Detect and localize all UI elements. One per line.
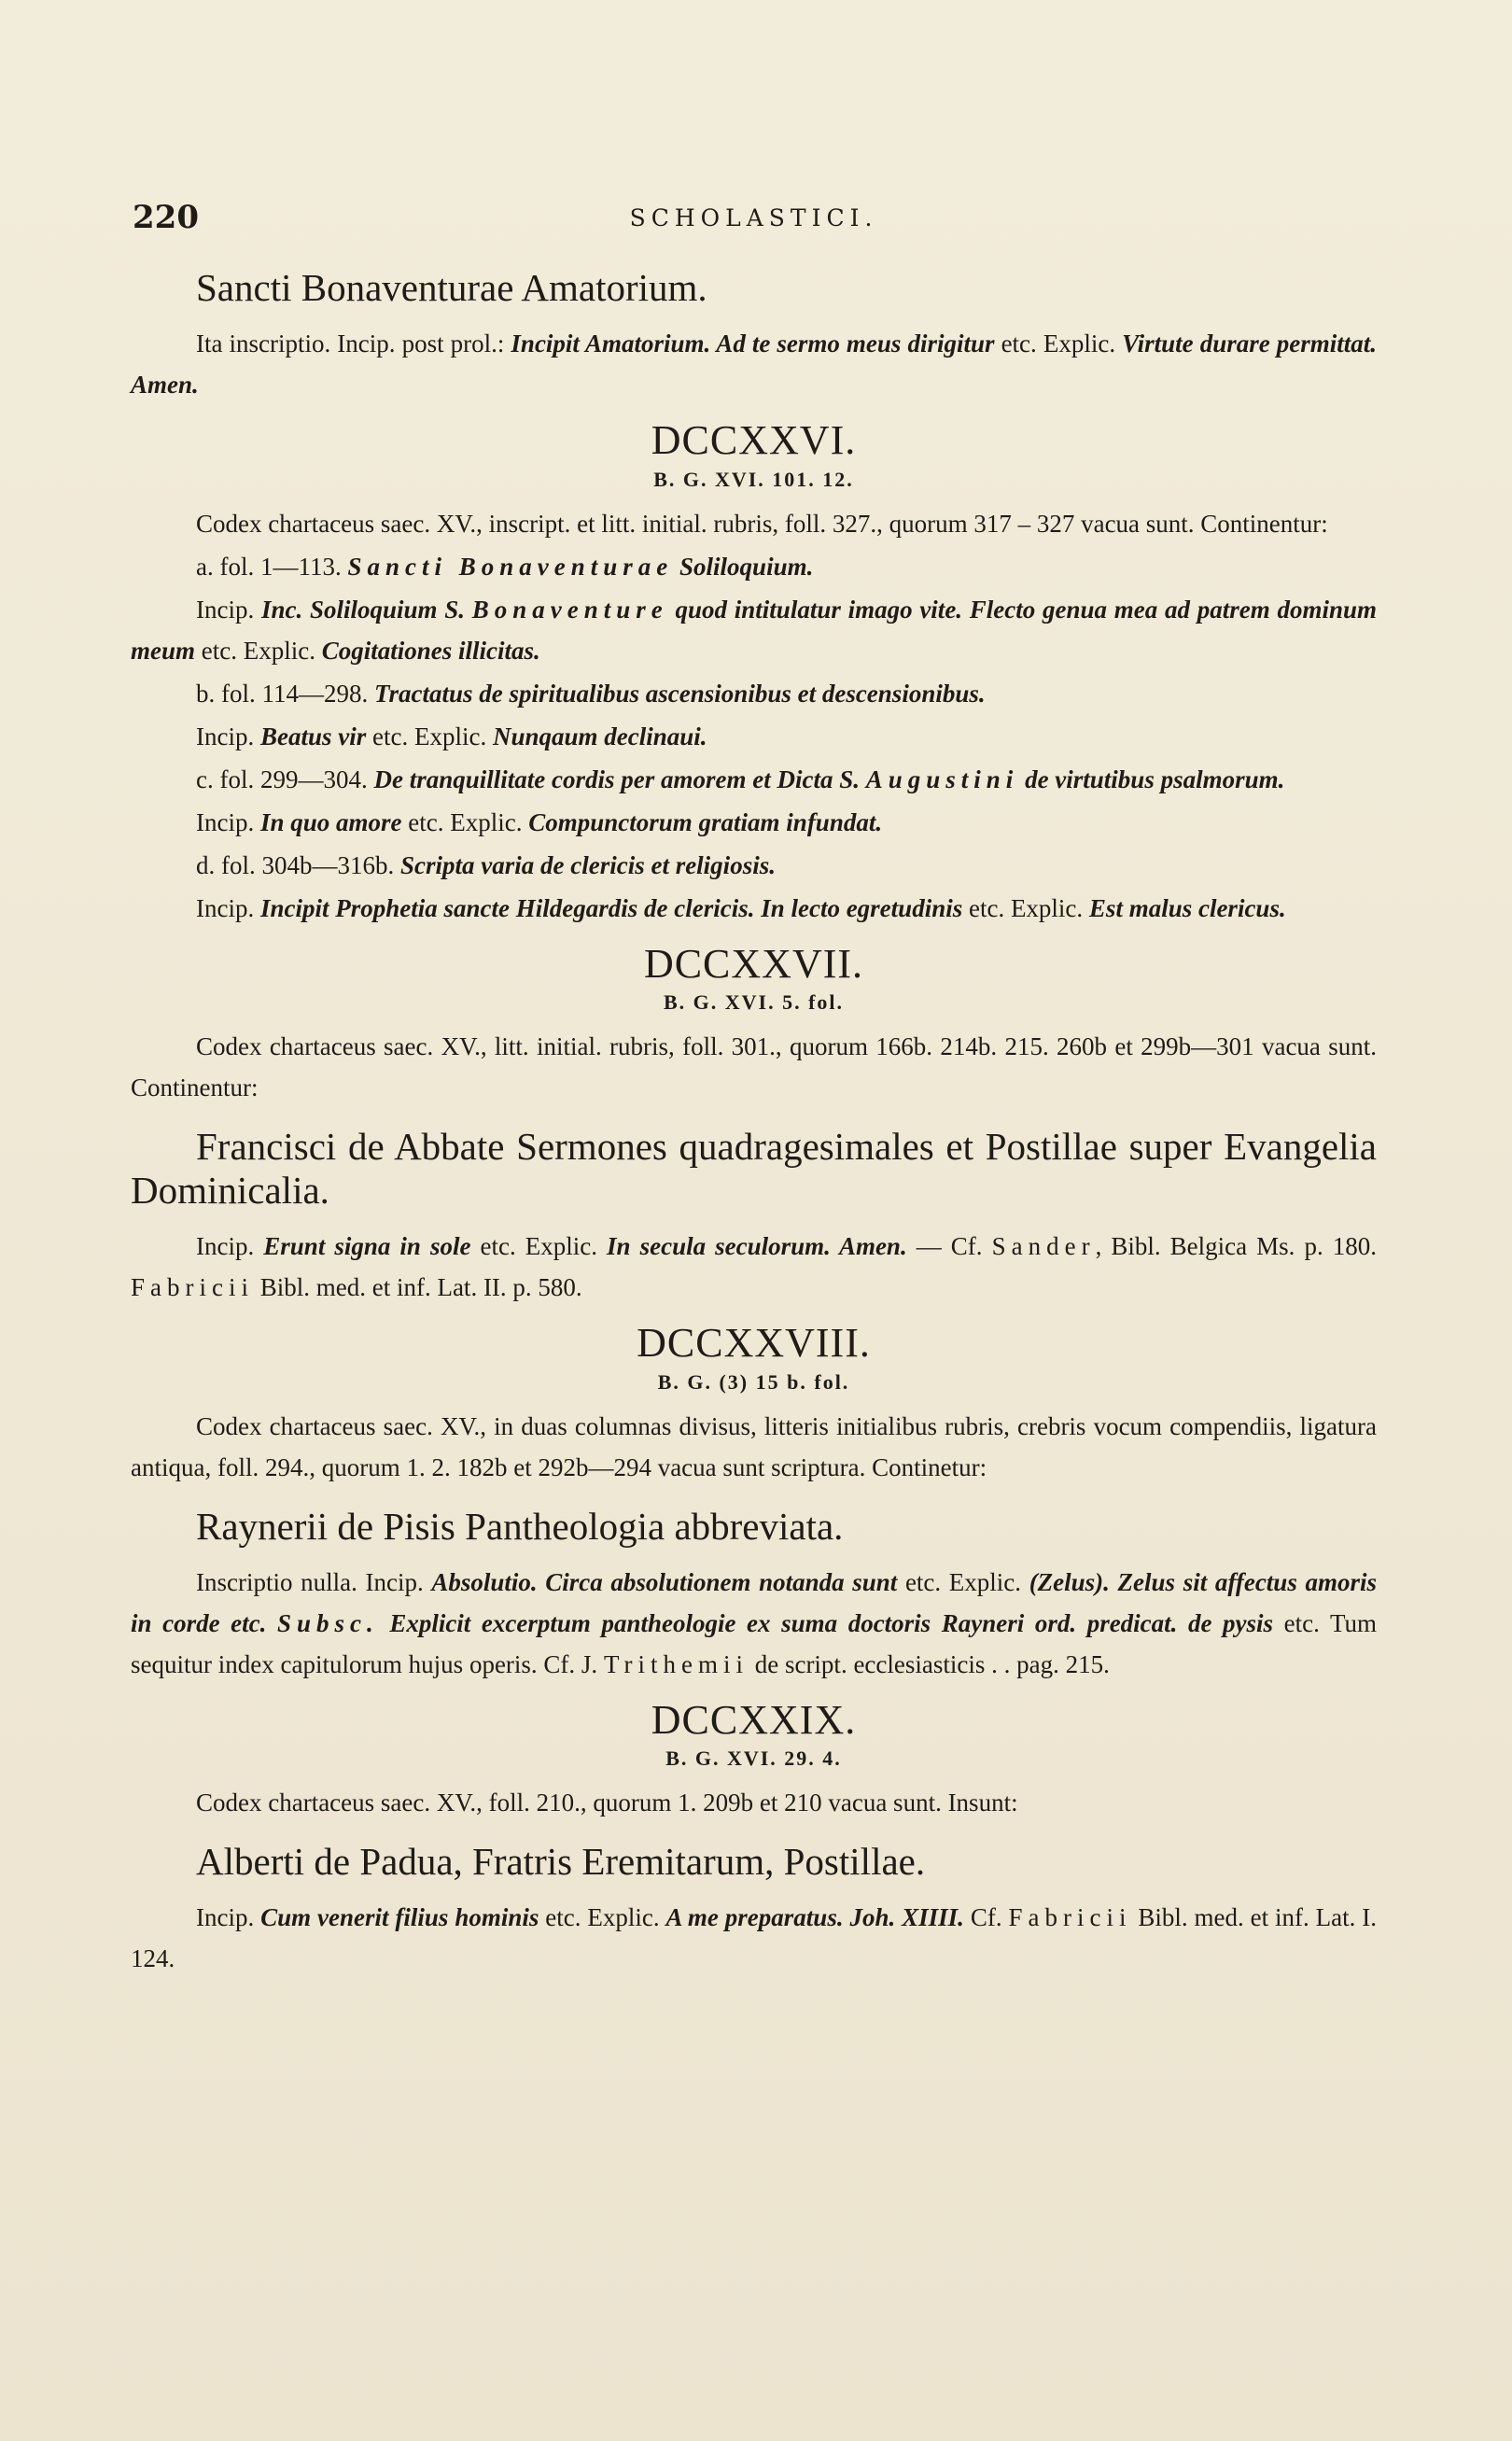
item-c-incipit <box>131 802 1377 843</box>
italic-run: Cogitationes illicitas. <box>321 636 540 665</box>
italic-run: Soliloquium. <box>673 552 814 581</box>
text-run: Incip. <box>196 1232 264 1261</box>
work-title: Alberti de Padua, Fratris Eremitarum, Postillae. <box>196 1840 926 1884</box>
incipit-paragraph <box>131 1562 1377 1685</box>
italic-run: Tractatus de spiritualibus ascensionibus et descensionibus. <box>374 679 986 708</box>
italic-run: Scripta varia de clericis et religiosis. <box>400 850 776 879</box>
text-run: Incip. <box>196 1903 261 1932</box>
spaced-run: Fabricii <box>131 1273 254 1302</box>
item-b <box>131 673 1377 714</box>
incipit-paragraph <box>131 1897 1377 1979</box>
codex-description: Codex chartaceus saec. XV., in duas columnas divisus, litteris initialibus rubris, crebris vocum compendiis, ligatura antiqua, foll. 294., quorum 1. 2. 182b et 292b—294 vacua sunt scriptura. Continetur: <box>131 1411 1377 1481</box>
text-run: etc. Explic. <box>401 807 529 836</box>
text-run: etc. Explic. <box>962 893 1089 922</box>
codex-number: DCCXXVII. <box>643 940 864 987</box>
italic-run: Cum venerit filius hominis <box>260 1903 539 1932</box>
codex-description: Codex chartaceus saec. XV., foll. 210., quorum 1. 209b et 210 vacua sunt. Insunt: <box>196 1789 1018 1817</box>
item-b-incipit <box>131 716 1377 757</box>
spaced-run: Bonaventure <box>471 595 668 624</box>
running-head: SCHOLASTICI. <box>629 204 878 231</box>
text-run: Incip. <box>196 807 260 836</box>
italic-run: De tranquillitate cordis per amorem et Dicta S. <box>373 765 866 793</box>
page-header <box>131 191 1377 249</box>
text-run: Incip. <box>196 893 260 922</box>
text-run: a. fol. 1—113. <box>196 552 348 581</box>
incipit-paragraph <box>131 1226 1377 1308</box>
text-run: c. fol. 299—304. <box>196 765 374 793</box>
text-run: etc. Tum sequitur index capitulorum hujus operis. Cf. J. <box>131 1608 1377 1678</box>
codex-number: DCCXXVI. <box>651 417 857 464</box>
codex-number: DCCXXIX. <box>651 1696 857 1743</box>
text-run: etc. Explic. <box>195 636 322 665</box>
spaced-run: Augustini <box>865 765 1019 793</box>
italic-run: In quo amore <box>259 807 402 836</box>
text-run: Bibl. med. et inf. Lat. II. p. 580. <box>253 1273 582 1302</box>
italic-run: Beatus vir <box>259 722 367 751</box>
shelfmark: B. G. XVI. 5. fol. <box>663 989 845 1014</box>
italic-run: de virtutibus psalmorum. <box>1018 765 1285 793</box>
italic-run: Nunqaum declinaui. <box>492 722 707 751</box>
paragraph <box>131 323 1377 405</box>
text-run: de script. ecclesiasticis . . pag. 215. <box>748 1649 1110 1678</box>
italic-run: Incipit Amatorium. Ad te sermo meus dirigitur <box>511 330 995 358</box>
spaced-run: Trithemii <box>603 1649 749 1678</box>
item-a <box>131 546 1377 587</box>
text-block <box>131 191 1377 1979</box>
text-run: etc. Explic. <box>994 330 1123 358</box>
shelfmark: B. G. (3) 15 b. fol. <box>657 1369 850 1394</box>
text-run: etc. Explic. <box>366 722 493 751</box>
shelfmark: B. G. XVI. 101. 12. <box>653 467 854 491</box>
italic-run: Absolutio. Circa absolutionem notanda sunt <box>431 1567 898 1596</box>
text-run: Incip. <box>196 722 260 751</box>
text-run: d. fol. 304b—316b. <box>196 850 400 879</box>
text-run: Inscriptio nulla. Incip. <box>196 1567 432 1596</box>
text-run: Cf. <box>963 1903 1009 1932</box>
italic-run: Incipit Prophetia sancte Hildegardis de clericis. In lecto egretudinis <box>259 893 963 922</box>
work-title: Sancti Bonaventurae Amatorium. <box>196 266 707 309</box>
work-title: Raynerii de Pisis Pantheologia abbreviata. <box>196 1504 844 1548</box>
italic-run: Erunt signa in sole <box>263 1232 471 1261</box>
italic-run: (Zelus). Zelus sit affectus amoris in corde etc. <box>131 1567 1377 1637</box>
italic-run: quod intitulatur imago vite. Flecto genua mea ad patrem dominum meum <box>131 595 1377 665</box>
item-a-incipit <box>131 589 1377 671</box>
text-run: Ita inscriptio. Incip. post prol.: <box>196 330 511 358</box>
spaced-run: Subsc. <box>276 1608 379 1637</box>
item-c <box>131 759 1377 800</box>
spaced-run: Fabricii <box>1008 1903 1132 1932</box>
shelfmark: B. G. XVI. 29. 4. <box>665 1747 842 1771</box>
item-d-incipit <box>131 888 1377 929</box>
text-run: Bibl. med. et inf. Lat. I. 124. <box>131 1903 1378 1973</box>
italic-run: In secula seculorum. Amen. <box>607 1232 907 1261</box>
text-run: etc. Explic. <box>539 1903 666 1932</box>
text-run: , Bibl. Belgica Ms. p. 180. <box>1095 1232 1378 1261</box>
text-run: b. fol. 114—298. <box>196 679 374 708</box>
text-run: etc. Explic. <box>897 1567 1029 1596</box>
spaced-run: Sander <box>991 1232 1096 1261</box>
spaced-run: Sancti Bonaventurae <box>347 552 674 581</box>
text-run: etc. Explic. <box>470 1232 608 1261</box>
item-d <box>131 845 1377 886</box>
italic-run: A me preparatus. Joh. XIIII. <box>665 1903 964 1932</box>
codex-description: Codex chartaceus saec. XV., litt. initial. rubris, foll. 301., quorum 166b. 214b. 215. 260b et 299b—301 vacua sunt. Continentur: <box>131 1031 1377 1101</box>
text-run: Incip. <box>196 595 261 624</box>
italic-run: Virtute durare permittat. Amen. <box>131 330 1378 400</box>
page-number: 220 <box>133 199 199 236</box>
codex-number: DCCXXVIII. <box>637 1320 871 1367</box>
work-title: Francisci de Abbate Sermones quadragesimales et Postillae super Evangelia Dominicalia. <box>131 1124 1377 1213</box>
italic-run: Explicit excerptum pantheologie ex suma doctoris Rayneri ord. predicat. de pysis <box>378 1608 1274 1637</box>
text-run: — Cf. <box>906 1232 992 1261</box>
codex-description: Codex chartaceus saec. XV., inscript. et litt. initial. rubris, foll. 327., quorum 317 – 327 vacua sunt. Continentur: <box>196 509 1328 538</box>
italic-run: Inc. Soliloquium S. <box>260 595 472 624</box>
italic-run: Est malus clericus. <box>1088 893 1286 922</box>
italic-run: Compunctorum gratiam infundat. <box>528 807 883 836</box>
